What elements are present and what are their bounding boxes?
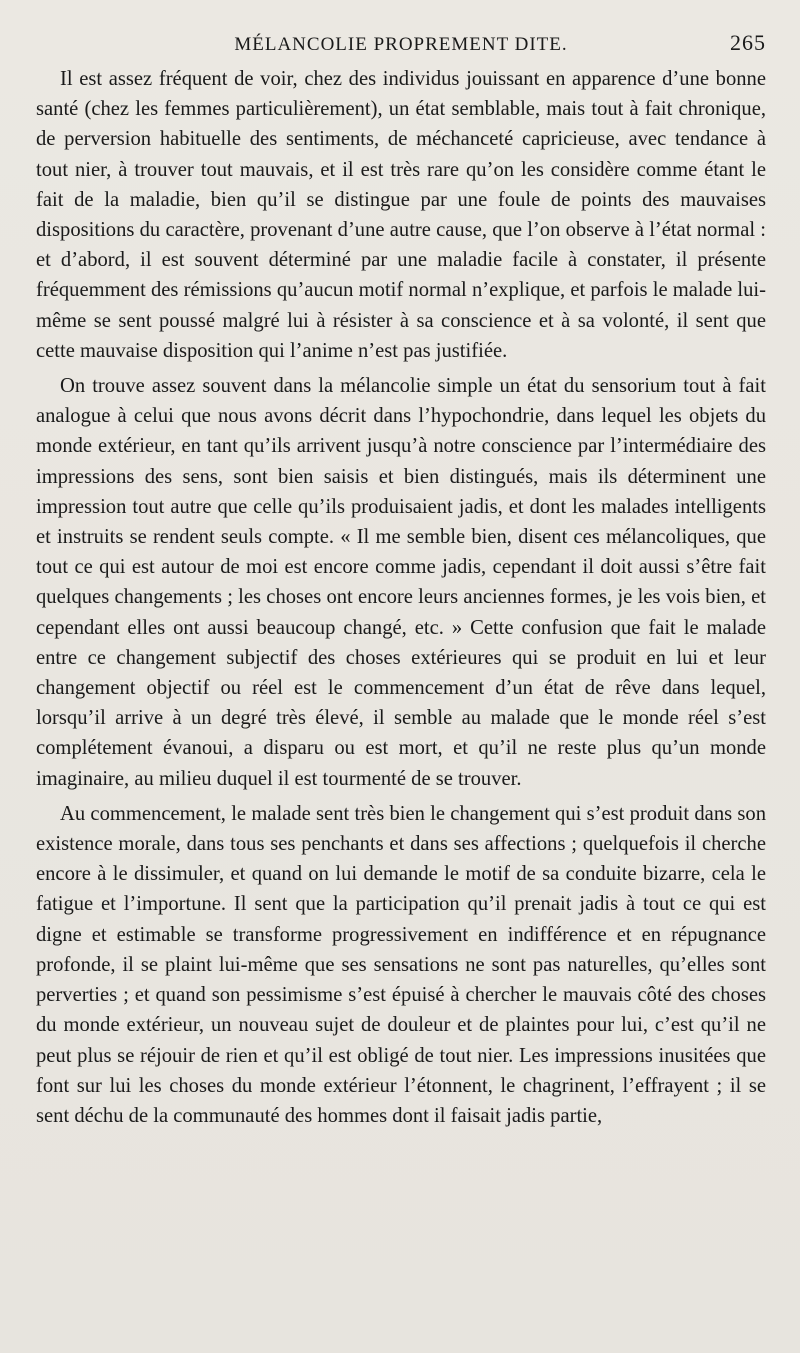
running-title: MÉLANCOLIE PROPREMENT DITE.: [234, 34, 568, 55]
paragraph: Il est assez fréquent de voir, chez des individus jouissant en apparence d’une bonne santé (chez les femmes particulièrement), un état semblable, mais tout à fait chronique, de perversion habituelle des sentiments, de méchanceté capricieuse, avec tendance à tout nier, à trouver tout mauvais, et il est très rare qu’on les considère comme étant le fait de la maladie, bien qu’il se distingue par une foule de points des mauvaises dispositions du caractère, provenant d’une autre cause, que l’on observe à l’état normal : et d’abord, il est souvent déterminé par une maladie facile à constater, il présente fréquemment des rémissions qu’aucun motif normal n’explique, et parfois le malade lui-même se sent poussé malgré lui à résister à sa conscience et à sa volonté, il sent que cette mauvaise disposition qui l’anime n’est pas justifiée.: [36, 68, 766, 362]
running-head: [36, 30, 766, 64]
page-number: 265: [730, 30, 766, 55]
body-text: [36, 64, 766, 1131]
paragraph: Au commencement, le malade sent très bien le changement qui s’est produit dans son existence morale, dans tous ses penchants et dans ses affections ; quelquefois il cherche encore à le dissimuler, et quand on lui demande le motif de sa conduite bizarre, cela le fatigue et l’importune. Il sent que la participation qu’il prenait jadis à tout ce qui est digne et estimable se transforme progressivement en indifférence et en répugnance profonde, il se plaint lui-même que ses sensations ne sont pas naturelles, qu’elles sont perverties ; et quand son pessimisme s’est épuisé à chercher le mauvais côté des choses du monde extérieur, un nouveau sujet de douleur et de plaintes pour lui, c’est qu’il ne peut plus se réjouir de rien et qu’il est obligé de tout nier. Les impressions inusitées que font sur lui les choses du monde extérieur l’étonnent, le chagrinent, l’effrayent ; il se sent déchu de la communauté des hommes dont il faisait jadis partie,: [36, 802, 766, 1127]
paragraph: On trouve assez souvent dans la mélancolie simple un état du sensorium tout à fait analogue à celui que nous avons décrit dans l’hypochondrie, dans lequel les objets du monde extérieur, en tant qu’ils arrivent jusqu’à notre conscience par l’intermédiaire des impressions des sens, sont bien saisis et bien distingués, mais ils déterminent une impression tout autre que celle qu’ils produisaient jadis, et dont les malades intelligents et instruits se rendent seuls compte. « Il me semble bien, disent ces mélancoliques, que tout ce qui est autour de moi est encore comme jadis, cependant il doit aussi s’être fait quelques changements ; les choses ont encore leurs anciennes formes, je les vois bien, et cependant elles ont aussi beaucoup changé, etc. » Cette confusion que fait le malade entre ce changement subjectif des choses extérieures qui se produit en lui et leur changement objectif ou réel est le commencement d’un état de rêve dans lequel, lorsqu’il arrive à un degré très élevé, il semble au malade que le monde réel s’est complétement évanoui, a disparu ou est mort, et qu’il ne reste plus qu’un monde imaginaire, au milieu duquel il est tourmenté de se trouver.: [36, 375, 766, 790]
